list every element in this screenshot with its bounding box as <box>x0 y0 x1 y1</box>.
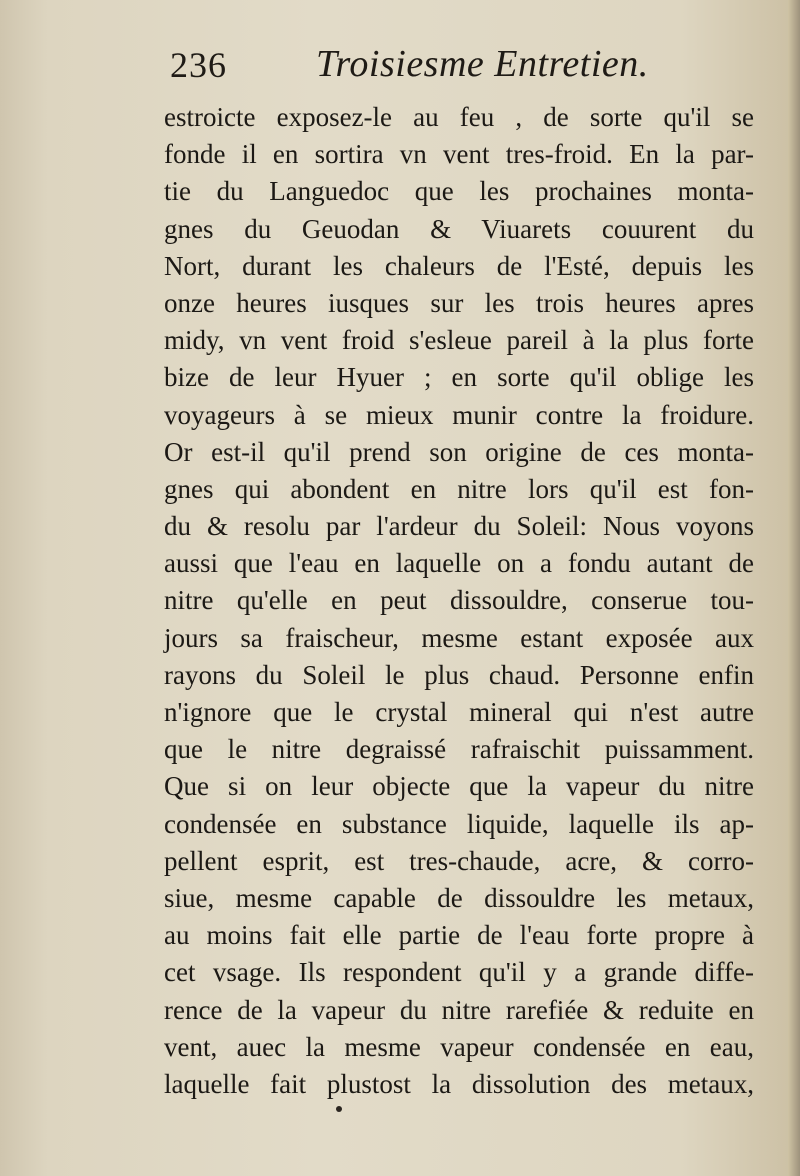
page-number: 236 <box>170 45 227 85</box>
text-line: estroicte exposez-le au feu , de sorte qu'il se <box>164 102 754 132</box>
text-line: voyageurs à se mieux munir contre la froidure. <box>164 399 754 430</box>
text-line: condensée en substance liquide, laquelle ils ap- <box>164 808 754 839</box>
text-line: au moins fait elle partie de l'eau forte propre à <box>164 920 754 951</box>
page-header <box>170 40 730 90</box>
text-line: Que si on leur objecte que la vapeur du nitre <box>164 771 754 802</box>
text-line: onze heures iusques sur les trois heures apres <box>164 287 754 318</box>
text-line: tie du Languedoc que les prochaines monta- <box>164 176 754 207</box>
text-line: Nort, durant les chaleurs de l'Esté, depuis les <box>164 250 754 281</box>
text-line: nitre qu'elle en peut dissouldre, conserue tou- <box>164 585 754 616</box>
text-line: siue, mesme capable de dissouldre les metaux, <box>164 882 754 913</box>
text-line: rayons du Soleil le plus chaud. Personne enfin <box>164 659 754 690</box>
ink-dot <box>336 1106 342 1112</box>
text-line: midy, vn vent froid s'esleue pareil à la plus forte <box>164 325 754 356</box>
text-line: n'ignore que le crystal mineral qui n'est autre <box>164 697 754 727</box>
text-line: bize de leur Hyuer ; en sorte qu'il oblige les <box>164 362 754 393</box>
text-line: rence de la vapeur du nitre rarefiée & reduite en <box>164 994 754 1025</box>
text-line: vent, auec la mesme vapeur condensée en eau, <box>164 1031 754 1062</box>
text-line: cet vsage. Ils respondent qu'il y a grande diffe- <box>164 957 754 988</box>
text-line: aussi que l'eau en laquelle on a fondu autant de <box>164 548 754 579</box>
body-text <box>164 99 754 1103</box>
running-title: Troisiesme Entretien. <box>316 43 649 85</box>
text-line: que le nitre degraissé rafraischit puissamment. <box>164 734 754 765</box>
text-line: gnes du Geuodan & Viuarets couurent du <box>164 213 754 244</box>
text-line: fonde il en sortira vn vent tres-froid. En la par- <box>164 139 754 170</box>
text-line: pellent esprit, est tres-chaude, acre, & corro- <box>164 845 754 876</box>
text-line: laquelle fait plustost la dissolution des metaux, <box>164 1068 754 1099</box>
text-line: Or est-il qu'il prend son origine de ces monta- <box>164 436 754 467</box>
text-line: jours sa fraischeur, mesme estant exposée aux <box>164 622 754 653</box>
page-edge <box>788 0 800 1176</box>
text-line: gnes qui abondent en nitre lors qu'il est fon- <box>164 473 754 504</box>
text-line: du & resolu par l'ardeur du Soleil: Nous voyons <box>164 511 754 542</box>
